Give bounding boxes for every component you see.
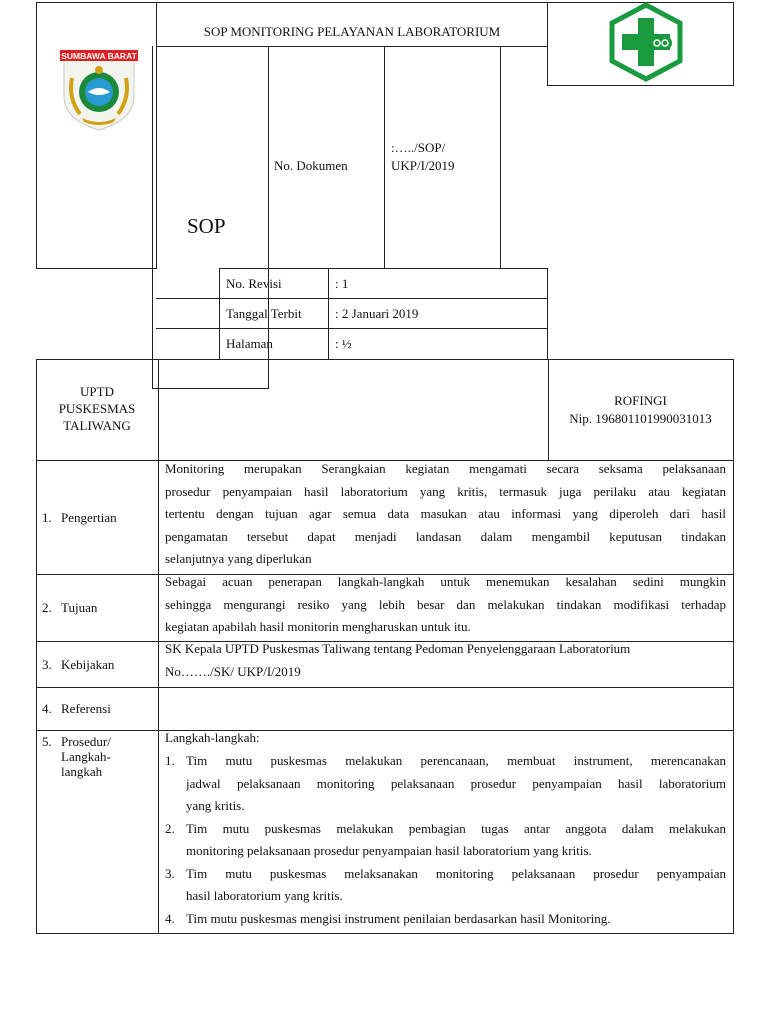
rule [328,268,329,360]
rule [158,359,159,934]
text-line: yang kritis. [186,798,245,813]
text-line: tertentu dengan tujuan agar semua data masukan atau informasi yang diperoleh dari hasil [165,506,726,521]
text-line: prosedur penyampaian hasil laboratorium yang kritis, termasuk juga perilaku atau kegiatan [165,483,726,499]
rule [733,359,734,934]
text-line: Tim mutu puskesmas melakukan perencanaan, membuat instrument, merencanakan [186,753,726,768]
text-line: Tim mutu puskesmas melakukan pembagian tugas antar anggota dalam melakukan [186,820,726,836]
text-line: kegiatan apabilah hasil monitorin mengharuskan untuk itu. [165,619,471,634]
text-line: pengamatan tersebut dapat menjadi landasan dalam mengambil keputusan tindakan [165,528,726,544]
list-item [165,818,726,863]
step-number: 4. [165,910,175,926]
no-revisi-value: : 1 [335,276,349,291]
rule [152,388,269,389]
kebijakan-text [165,638,726,683]
rule [733,2,734,86]
rule [152,46,153,389]
pengertian-text [165,458,726,571]
rule [156,2,157,269]
svg-text:SUMBAWA BARAT: SUMBAWA BARAT [61,51,137,61]
label-line: Prosedur/ [61,734,111,749]
list-item [165,863,726,908]
health-cross-icon [606,2,686,82]
tujuan-text [165,571,726,639]
text-line: SK Kepala UPTD Puskesmas Taliwang tentang Pedoman Penyelenggaraan Laboratorium [165,641,631,656]
tanggal-terbit-label: Tanggal Terbit [226,306,302,321]
step-number: 3. [165,865,175,881]
text-line: Tim mutu puskesmas melaksanakan monitoring pelaksanaan prosedur penyampaian [186,865,726,881]
rule [36,359,734,360]
signer [548,392,733,428]
section-label-pengertian: Pengertian [61,510,117,525]
emblem-icon [58,48,140,132]
rule [547,2,548,86]
text-line: Tim mutu puskesmas mengisi instrument penilaian berdasarkan hasil Monitoring. [186,910,611,926]
rule [36,359,37,934]
section-label-referensi: Referensi [61,701,111,716]
rule [156,298,548,299]
signer-nip: Nip. 196801101990031013 [569,411,712,426]
sop-label: SOP [187,214,226,238]
rule [36,687,734,688]
document-title: SOP MONITORING PELAYANAN LABORATORIUM [203,24,501,39]
org-line: TALIWANG [63,418,131,433]
text-line: No……./SK/ UKP/I/2019 [165,663,301,679]
halaman-label: Halaman [226,336,273,351]
halaman-value: : ½ [335,336,352,351]
section-number: 4. [42,701,52,716]
text-line: hasil laboratorium yang kritis. [186,888,343,903]
no-dokumen-label: No. Dokumen [274,158,348,173]
section-label-tujuan: Tujuan [61,600,98,615]
no-revisi-label: No. Revisi [226,276,282,291]
organization-name [36,383,158,434]
rule [156,46,548,47]
rule [36,2,37,269]
signer-name: ROFINGI [614,393,667,408]
section-number: 3. [42,657,52,672]
puskesmas-logo [606,2,686,82]
label-line: langkah [61,764,103,779]
prosedur-intro: Langkah-langkah: [165,730,260,745]
org-line: UPTD [80,384,114,399]
rule [219,268,548,269]
org-line: PUSKESMAS [58,401,136,416]
text-line: Monitoring merupakan Serangkaian kegiatan mengamati secara seksama pelaksanaan [165,461,726,476]
section-number: 5. [42,734,52,749]
tanggal-terbit-value: : 2 Januari 2019 [335,306,419,321]
text-line: selanjutnya yang diperlukan [165,551,312,566]
section-number: 1. [42,510,52,525]
rule [219,268,220,360]
step-number: 1. [165,753,175,768]
step-number: 2. [165,820,175,836]
rule [36,933,734,934]
rule [547,85,734,86]
text-line: Sebagai acuan penerapan langkah-langkah untuk menemukan kesalahan sedini mungkin [165,574,726,589]
sumbawa-barat-logo [58,48,140,132]
label-line: Langkah- [61,749,111,764]
rule [36,2,548,3]
rule [36,268,157,269]
no-dokumen-value: :…../SOP/ [391,140,446,155]
prosedur-text [165,727,726,750]
no-dokumen-value-2: UKP/I/2019 [391,158,455,173]
list-item [165,908,726,931]
text-line: sehingga mengurangi resiko yang lebih besar dan melakukan tindakan modifikasi terhadap [165,596,726,612]
section-label-kebijakan: Kebijakan [61,657,115,672]
rule [384,46,385,269]
rule [547,268,548,360]
rule [156,328,548,329]
text-line: monitoring pelaksanaan prosedur penyampaian hasil laboratorium yang kritis. [186,843,592,858]
section-number: 2. [42,600,52,615]
prosedur-steps [165,750,726,930]
section-label-prosedur [61,734,111,779]
text-line: jadwal pelaksanaan monitoring pelaksanaan prosedur penyampaian hasil laboratorium [186,775,726,791]
list-item [165,750,726,818]
rule [500,46,501,269]
